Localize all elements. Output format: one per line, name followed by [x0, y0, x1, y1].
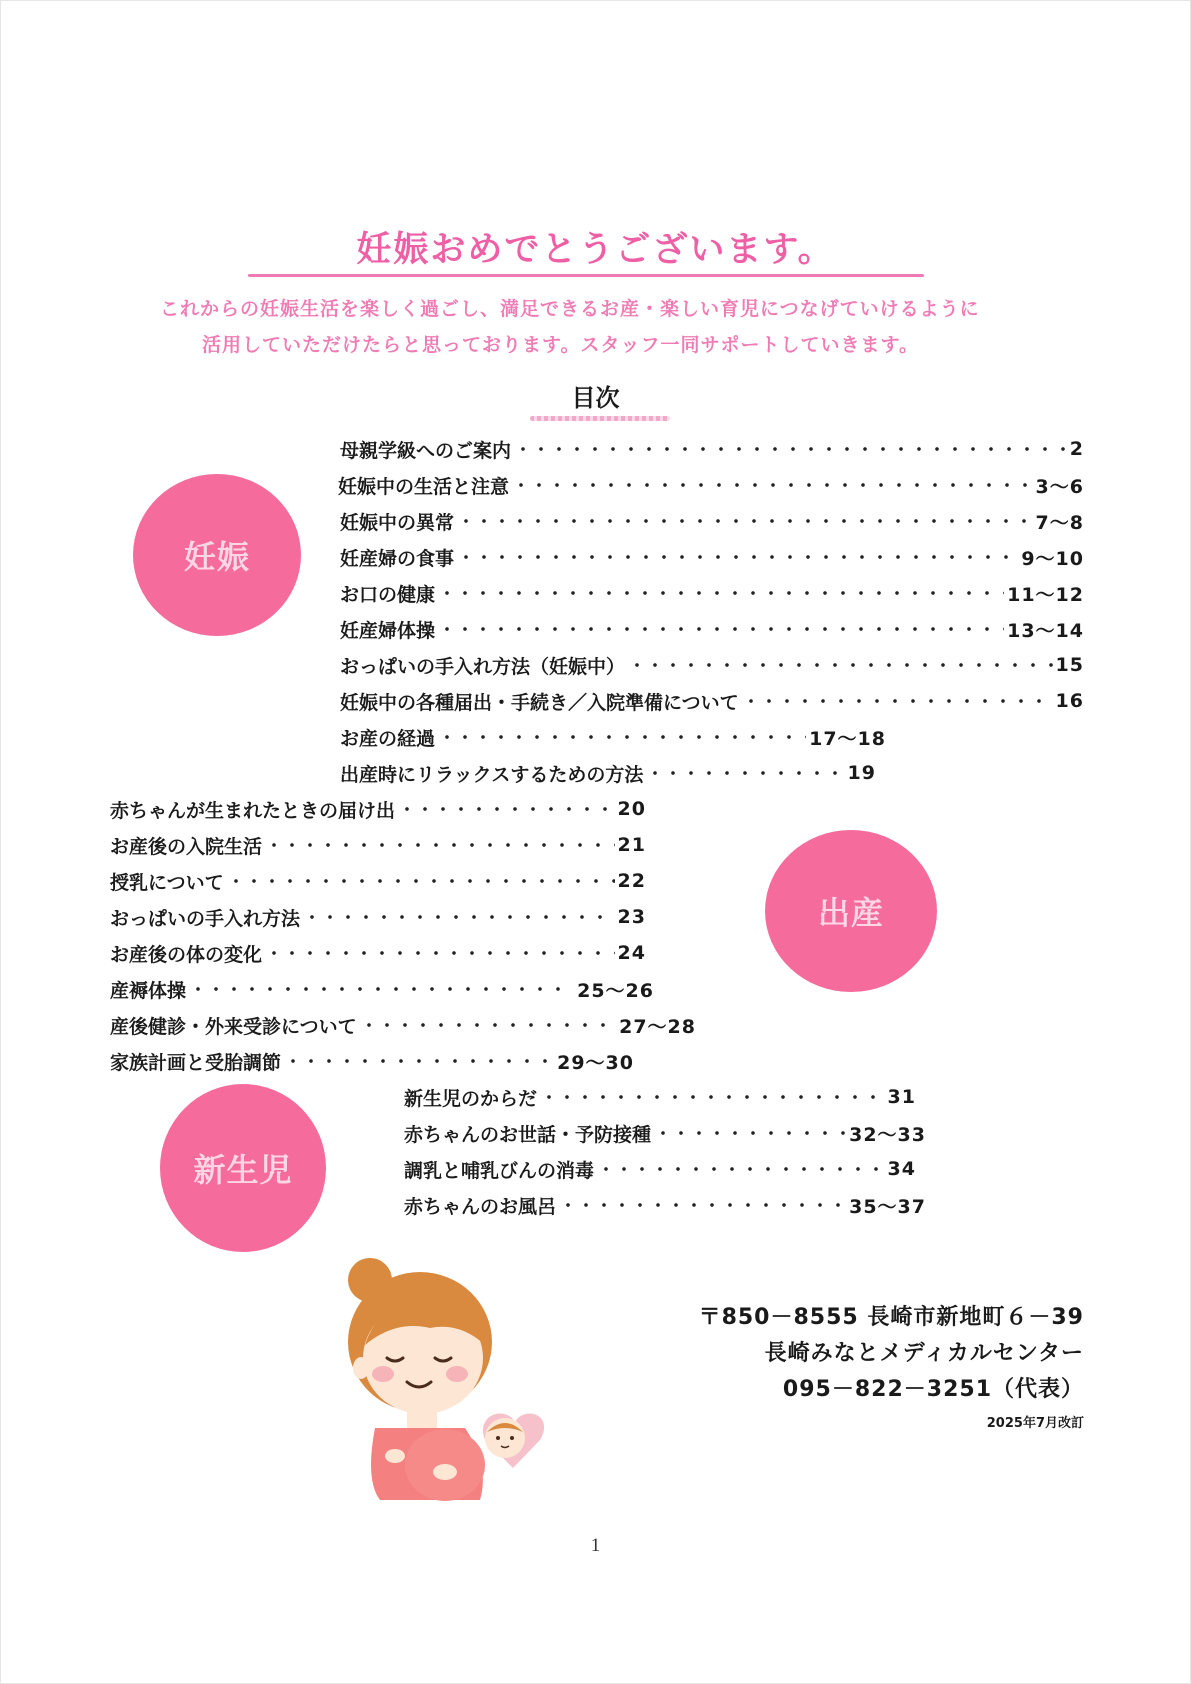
toc-row	[340, 540, 1084, 574]
section-badge-birth	[765, 830, 937, 992]
toc-item-page: 7～8	[1035, 511, 1084, 534]
section-badge-label: 妊娠	[183, 538, 250, 576]
toc-item-page: 3～6	[1035, 475, 1084, 498]
toc-item-page: 31	[887, 1086, 916, 1108]
toc-row	[404, 1188, 926, 1222]
toc-title-underline	[530, 416, 670, 421]
toc-row	[404, 1080, 916, 1114]
address-line-3: 095－822－3251（代表）	[782, 1377, 1084, 1402]
toc-row	[110, 1008, 696, 1042]
toc-leader-dots	[457, 554, 1018, 560]
toc-item-label: 赤ちゃんが生まれたときの届け出	[110, 799, 396, 822]
toc-leader-dots	[597, 1166, 885, 1172]
toc-item-page: 9～10	[1021, 547, 1084, 570]
toc-leader-dots	[189, 986, 574, 992]
toc-item-label: 新生児のからだ	[404, 1087, 538, 1110]
toc-item-page: 20	[617, 798, 646, 820]
toc-item-label: 妊産婦の食事	[340, 547, 455, 570]
pregnant-woman-illustration	[335, 1250, 550, 1505]
toc-item-label: お産後の体の変化	[110, 943, 263, 966]
toc-item-label: 調乳と哺乳びんの消毒	[404, 1159, 595, 1182]
toc-leader-dots	[540, 1094, 885, 1100]
toc-leader-dots	[457, 518, 1033, 524]
toc-leader-dots	[628, 662, 1053, 668]
toc-item-page: 2	[1069, 438, 1084, 460]
toc-leader-dots	[265, 950, 615, 956]
toc-item-label: 妊娠中の生活と注意	[338, 475, 510, 498]
toc-item-label: 出産時にリラックスするための方法	[340, 763, 644, 786]
toc-leader-dots	[265, 842, 615, 848]
toc-row	[340, 576, 1084, 610]
toc-leader-dots	[654, 1130, 846, 1136]
toc-leader-dots	[398, 806, 615, 812]
toc-item-label: 妊娠中の異常	[340, 511, 455, 534]
toc-item-page: 15	[1055, 654, 1084, 676]
toc-item-label: 妊産婦体操	[340, 619, 436, 642]
toc-leader-dots	[284, 1058, 554, 1064]
toc-leader-dots	[559, 1202, 846, 1208]
toc-item-label: 赤ちゃんのお風呂	[404, 1195, 557, 1218]
toc-item-page: 35～37	[849, 1195, 926, 1218]
toc-row	[340, 612, 1084, 646]
toc-row	[340, 648, 1084, 682]
revision-date: 2025年7月改訂	[986, 1416, 1084, 1431]
toc-row	[110, 972, 654, 1006]
toc-leader-dots	[227, 878, 615, 884]
toc-row	[340, 432, 1084, 466]
toc-row	[404, 1152, 916, 1186]
toc-item-page: 27～28	[619, 1015, 696, 1038]
toc-leader-dots	[742, 698, 1053, 704]
toc-item-label: 母親学級へのご案内	[340, 439, 512, 462]
toc-item-label: おっぱいの手入れ方法（妊娠中）	[340, 655, 626, 678]
address-line-1: 〒850－8555 長崎市新地町６－39	[698, 1305, 1084, 1330]
toc-row	[340, 720, 886, 754]
toc-item-page: 29～30	[557, 1051, 634, 1074]
toc-item-page: 34	[887, 1158, 916, 1180]
toc-item-label: 授乳について	[110, 871, 224, 894]
section-badge-label: 新生児	[193, 1151, 293, 1189]
toc-leader-dots	[303, 914, 615, 920]
title-underline	[248, 274, 924, 277]
toc-item-label: お口の健康	[340, 583, 436, 606]
toc-row	[110, 936, 646, 970]
toc-row	[110, 1044, 634, 1078]
address-line-2: 長崎みなとメディカルセンター	[764, 1341, 1084, 1366]
toc-item-label: 妊娠中の各種届出・手続き／入院準備について	[340, 691, 739, 714]
section-badge-pregnancy	[133, 474, 301, 636]
toc-row	[110, 900, 646, 934]
toc-item-page: 11～12	[1007, 583, 1084, 606]
toc-item-label: お産後の入院生活	[110, 835, 263, 858]
toc-item-page: 24	[617, 942, 646, 964]
toc-leader-dots	[438, 590, 1004, 596]
toc-row	[404, 1116, 926, 1150]
toc-item-page: 21	[617, 834, 646, 856]
toc-leader-dots	[438, 626, 1004, 632]
toc-item-label: 産褥体操	[110, 979, 187, 1002]
toc-item-page: 13～14	[1007, 619, 1084, 642]
page-title: 妊娠おめでとうございます。	[356, 230, 835, 270]
section-badge-label: 出産	[817, 894, 884, 932]
toc-leader-dots	[360, 1022, 616, 1028]
toc-item-label: おっぱいの手入れ方法	[110, 907, 301, 930]
toc-leader-dots	[438, 734, 806, 740]
page-number: 1	[590, 1535, 601, 1556]
section-badge-newborn	[160, 1084, 326, 1252]
toc-row	[340, 504, 1084, 538]
toc-row	[340, 756, 876, 790]
toc-leader-dots	[512, 482, 1033, 488]
toc-item-page: 25～26	[577, 979, 654, 1002]
toc-item-page: 22	[617, 870, 646, 892]
toc-row	[110, 828, 646, 862]
toc-item-page: 17～18	[809, 727, 886, 750]
toc-row	[110, 792, 646, 826]
toc-item-label: 家族計画と受胎調節	[110, 1051, 282, 1074]
toc-row	[340, 684, 1084, 718]
toc-leader-dots	[646, 770, 844, 776]
toc-item-label: お産の経過	[340, 727, 436, 750]
toc-item-label: 産後健診・外来受診について	[110, 1015, 357, 1038]
toc-item-label: 赤ちゃんのお世話・予防接種	[404, 1123, 652, 1146]
toc-item-page: 32～33	[849, 1123, 926, 1146]
toc-item-page: 16	[1055, 690, 1084, 712]
toc-leader-dots	[514, 446, 1067, 452]
toc-title: 目次	[571, 384, 620, 412]
toc-row	[338, 468, 1084, 502]
toc-row	[110, 864, 646, 898]
intro-line-2: 活用していただけたらと思っております。スタッフ一同サポートしていきます。	[202, 334, 919, 356]
toc-item-page: 19	[847, 762, 876, 784]
toc-item-page: 23	[617, 906, 646, 928]
intro-line-1: これからの妊娠生活を楽しく過ごし、満足できるお産・楽しい育児につなげていけるように	[160, 298, 980, 320]
